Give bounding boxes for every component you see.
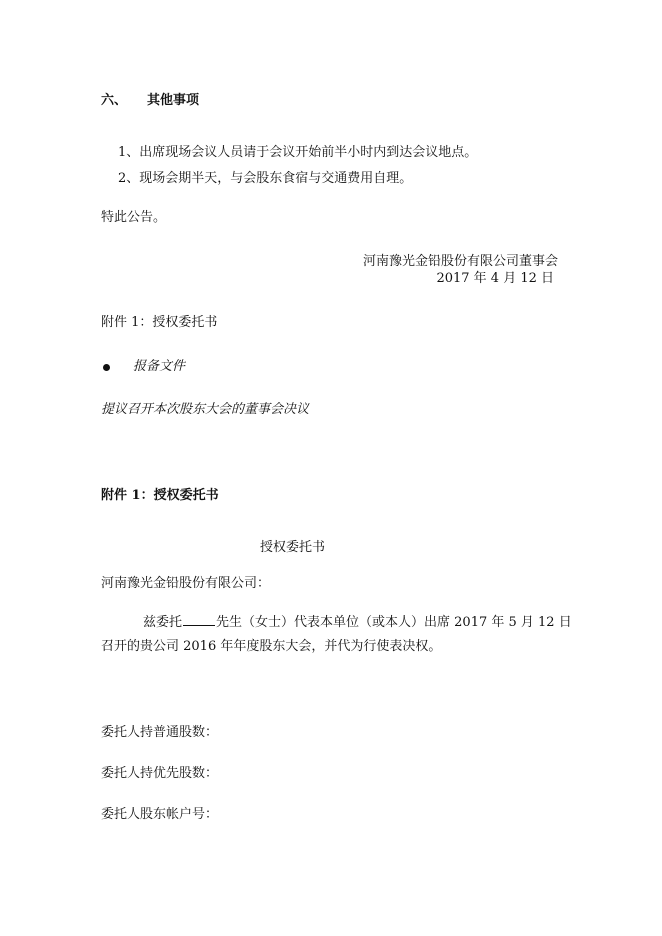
attachment-heading: 附件 1：授权委托书	[101, 488, 219, 503]
section-title: 其他事项	[147, 93, 200, 108]
field-preferred-shares: 委托人持优先股数：	[101, 766, 219, 781]
authorization-line-2: 召开的贵公司 2016 年年度股东大会，并代为行使表决权。	[101, 639, 442, 654]
authorization-line-1	[143, 613, 572, 632]
authorization-prefix: 兹委托	[143, 615, 183, 630]
signature-company: 河南豫光金铅股份有限公司董事会	[362, 254, 558, 269]
field-common-shares: 委托人持普通股数：	[101, 725, 219, 740]
announcement-text: 特此公告。	[101, 210, 167, 225]
bullet-icon	[103, 364, 110, 371]
field-account-number: 委托人股东帐户号：	[101, 807, 219, 822]
proxy-name-blank	[183, 613, 215, 626]
signature-date: 2017 年 4 月 12 日	[436, 271, 554, 286]
section-number: 六、	[101, 93, 128, 108]
filing-label: 报备文件	[133, 359, 186, 374]
addressee: 河南豫光金铅股份有限公司：	[101, 576, 271, 591]
list-item: 2、现场会期半天，与会股东食宿与交通费用自理。	[118, 171, 413, 186]
authorization-suffix: 先生（女士）代表本单位（或本人）出席 2017 年 5 月 12 日	[216, 615, 572, 630]
list-item: 1、出席现场会议人员请于会议开始前半小时内到达会议地点。	[118, 145, 478, 160]
filing-document: 提议召开本次股东大会的董事会决议	[101, 402, 310, 417]
attachment-title: 授权委托书	[260, 540, 326, 555]
attachment-reference: 附件 1：授权委托书	[101, 315, 218, 330]
